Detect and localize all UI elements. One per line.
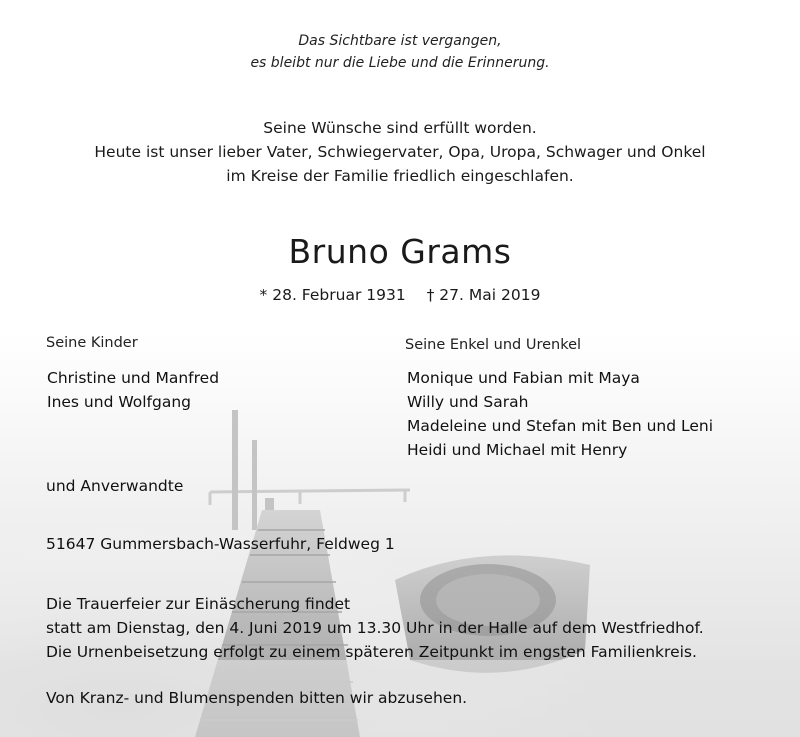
list-item: Christine und Manfred [47,369,220,387]
children-list [47,366,219,414]
quote-line: es bleibt nur die Liebe und die Erinnerung. [250,55,550,71]
ceremony-line: statt am Dienstag, den 4. Juni 2019 um 13.30 Uhr in der Halle auf dem Westfriedhof. [46,619,704,637]
grandchildren-label: Seine Enkel und Urenkel [405,337,582,353]
deceased-name: Bruno Grams [288,232,512,271]
death-date: † 27. Mai 2019 [426,286,541,304]
ceremony-line: Die Urnenbeisetzung erfolgt zu einem späteren Zeitpunkt im engsten Familienkreis. [46,643,697,661]
children-label: Seine Kinder [46,335,138,351]
list-item: Willy und Sarah [407,393,529,411]
quote-line: Das Sichtbare ist vergangen, [298,33,502,49]
list-item: Ines und Wolfgang [47,393,192,411]
flowers-note: Von Kranz- und Blumenspenden bitten wir abzusehen. [46,689,468,707]
intro-line: im Kreise der Familie friedlich eingeschlafen. [226,167,574,185]
ceremony-details [46,592,704,664]
list-item: Monique und Fabian mit Maya [407,369,640,387]
family-address: 51647 Gummersbach-Wasserfuhr, Feldweg 1 [46,535,395,553]
relatives-line: und Anverwandte [46,477,184,495]
life-dates [0,283,800,307]
grandchildren-list [407,366,713,462]
intro-line: Heute ist unser lieber Vater, Schwiegervater, Opa, Uropa, Schwager und Onkel [94,143,706,161]
memorial-quote [0,30,800,74]
ceremony-line: Die Trauerfeier zur Einäscherung findet [46,595,351,613]
birth-date: * 28. Februar 1931 [259,286,406,304]
list-item: Madeleine und Stefan mit Ben und Leni [407,417,714,435]
intro-line: Seine Wünsche sind erfüllt worden. [263,119,537,137]
intro-text [0,116,800,188]
list-item: Heidi und Michael mit Henry [407,441,628,459]
